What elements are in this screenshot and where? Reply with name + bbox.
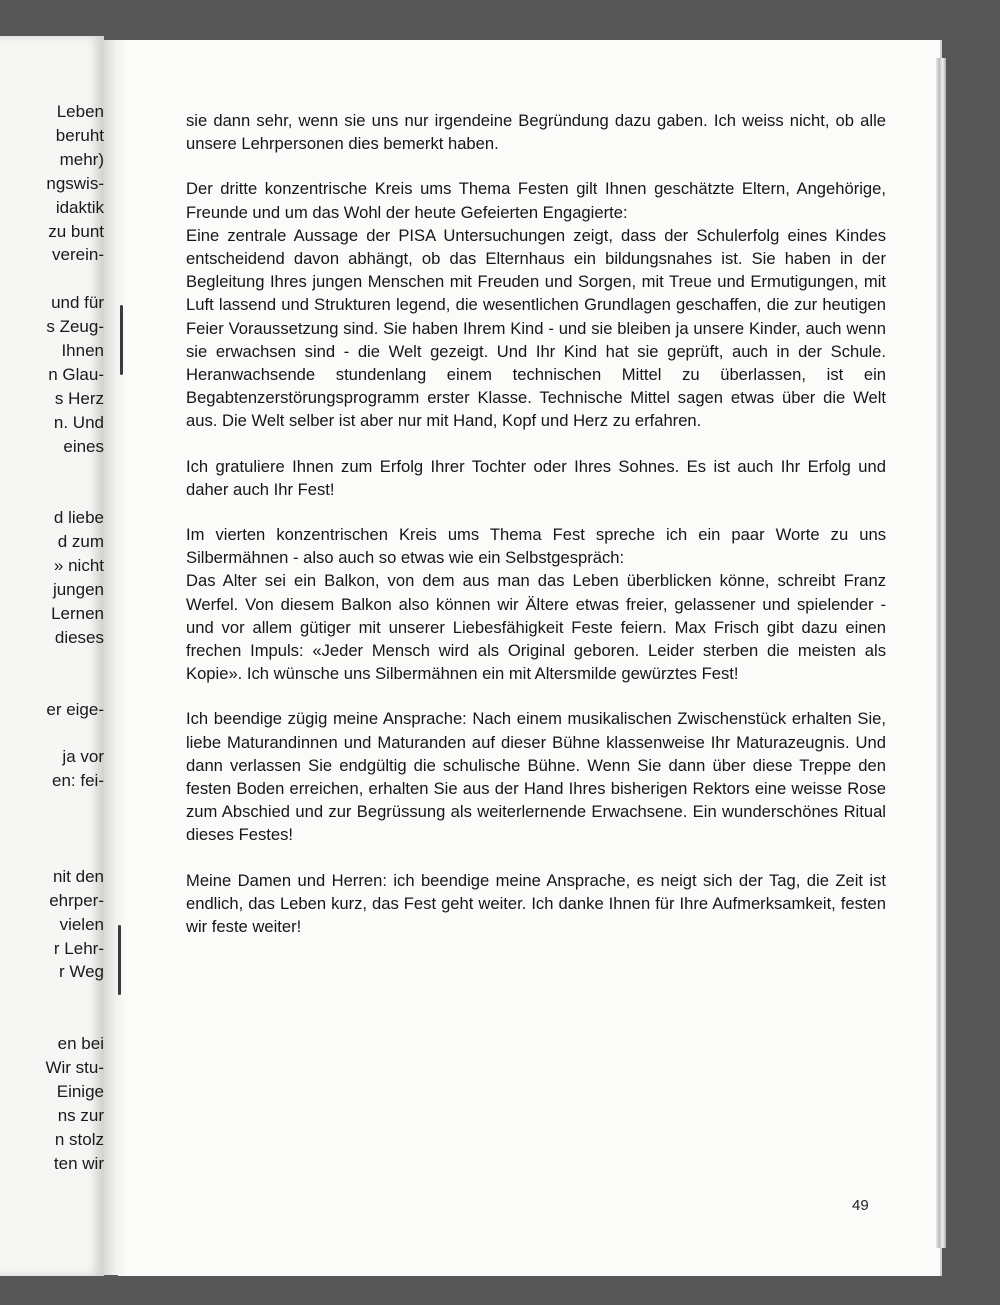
paragraph-5: Ich beendige zügig meine Ansprache: Nach einem musikalischen Zwischenstück erhalten Sie, liebe Maturandinnen und Maturanden auf dieser Bühne klassenweise Ihr Maturazeugnis. Und dann verlassen Sie endgültig die schulische Bühne. Wenn Sie dann über diese Treppe den festen Boden erreichen, erhalten Sie aus der Hand Ihres bisherigen Rektors eine weisse Rose zum Abschied und zur Begrüssung als weiterlernende Erwachsene. Ein wunderschönes Ritual dieses Festes! <box>186 709 886 845</box>
paragraph-6: Meine Damen und Herren: ich beendige meine Ansprache, es neigt sich der Tag, die Zeit ist endlich, das Leben kurz, das Fest geht weiter. Ich danke Ihnen für Ihre Aufmerksamkeit, festen wir feste weiter! <box>186 870 886 937</box>
left-page-line <box>9 1081 104 1102</box>
left-page-line-text: mehr) <box>59 149 104 169</box>
staple-top <box>120 305 123 375</box>
left-page-line <box>3 293 104 313</box>
paragraph-4: Im vierten konzentrischen Kreis ums Thema Fest spreche ich ein paar Worte zu uns Silbermähnen - also auch so etwas wie ein Selbstgespräch: Das Alter sei ein Balkon, von dem aus man das Leben überblicken könne, schreibt Franz Werfel. Von diesem Balkon also können wir Ältere etwas freier, gelassener und spielender - und vor allem gütiger mit unserer Liebesfähigkeit Feste feiern. Max Frisch gibt dazu einen frechen Impuls: «Jeder Mensch wird als Original geboren. Leider sterben die meisten als Kopie». Ich wünsche uns Silbermähnen ein mit Altersmilde gewürztes Fest! <box>186 525 886 684</box>
left-page-line-text: Lernen <box>51 603 104 623</box>
left-page-line-text: en bei <box>57 1034 104 1054</box>
left-page-line <box>10 1034 104 1054</box>
left-page-line <box>8 197 104 218</box>
left-page-line <box>4 771 104 791</box>
left-page-line <box>8 125 104 146</box>
left-page-line <box>14 747 104 767</box>
left-page-line <box>6 508 104 528</box>
left-page-line-text: ehrper- <box>49 890 104 910</box>
left-page-line-text: s Zeug- <box>46 317 104 337</box>
left-page-line-text: Ihnen <box>61 341 104 360</box>
left-page <box>0 36 104 1276</box>
left-page-line-text: ns zur <box>57 1105 104 1125</box>
left-page-line-text: verein- <box>52 245 104 265</box>
left-page-line <box>12 149 104 170</box>
left-page-line-text: r Weg <box>58 962 104 982</box>
left-page-line-text: eines <box>63 436 104 456</box>
left-page-line-text: Leben <box>56 102 104 121</box>
left-page-line-text: ten wir <box>53 1153 104 1173</box>
left-page-line-text: en: fei- <box>52 771 104 791</box>
left-page-line-text: zu bunt <box>48 221 104 241</box>
left-page-line <box>15 436 104 457</box>
left-page-line <box>3 603 104 624</box>
left-page-line <box>0 317 104 337</box>
left-page-line-text: ngswis- <box>46 173 104 193</box>
left-page-line-text: er eige- <box>46 699 104 719</box>
left-page-line <box>0 364 104 385</box>
paragraph-3: Ich gratuliere Ihnen zum Erfolg Ihrer Tochter oder Ihres Sohnes. Es ist auch Ihr Erfolg und daher auch Ihr Fest! <box>186 456 886 499</box>
left-page-line <box>5 866 104 887</box>
left-page-line-text: d zum <box>57 532 104 552</box>
left-page-line <box>0 221 104 242</box>
paragraph-1: sie dann sehr, wenn sie uns nur irgendeine Begründung dazu gaben. Ich weiss nicht, ob alle unsere Lehrpersonen dies bemerkt haben. <box>186 111 886 154</box>
left-page-line <box>4 245 104 265</box>
left-page-line-text: und für <box>51 293 104 313</box>
left-page-line <box>0 699 104 720</box>
left-page-line <box>13 341 104 361</box>
left-page-line <box>9 102 104 122</box>
staple-bottom <box>118 925 121 995</box>
left-page-line <box>10 1105 104 1126</box>
left-page-line <box>0 1058 104 1078</box>
left-page-line <box>6 412 104 433</box>
left-page-line-text: ja vor <box>62 747 104 767</box>
left-page-line-text: d liebe <box>53 508 104 528</box>
left-page-line <box>6 1153 104 1174</box>
left-page-line <box>11 962 104 982</box>
left-page-line-text: s Herz <box>54 388 104 408</box>
left-page-line-text: Wir stu- <box>45 1058 104 1077</box>
page-edge <box>936 58 946 1248</box>
left-page-line-text: n stolz <box>54 1129 104 1149</box>
left-page-line-text: vielen <box>59 914 104 934</box>
left-page-line <box>6 556 104 576</box>
book-gutter <box>104 40 126 1275</box>
left-page-line <box>12 914 104 935</box>
left-page-line-text: Einige <box>56 1081 104 1101</box>
left-page-line-text: idaktik <box>55 197 104 217</box>
left-page-line-text: nit den <box>52 866 104 886</box>
left-page-line-text: jungen <box>52 580 104 599</box>
page-number: 49 <box>852 1197 869 1214</box>
left-page-line <box>7 1129 104 1150</box>
left-page-line <box>0 173 104 194</box>
paragraph-2: Der dritte konzentrische Kreis ums Thema Festen gilt Ihnen geschätzte Eltern, Angehörige, Freunde und um das Wohl der heute Gefeierten Engagierte: Eine zentrale Aussage der PISA Untersuchungen zeigt, dass der Schulerfolg eines Kindes entscheidend davon abhängt, ob das Elternhaus ein bildungsnahes ist. Sie haben in der Begleitung Ihres jungen Menschen mit Freuden und Sorgen, mit Treue und Ermutigungen, mit Luft lassend und Strukturen legend, die wesentlichen Grundlagen geschaffen, die zur heutigen Feier Voraussetzung sind. Sie haben Ihrem Kind - und sie bleiben ja unsere Kinder, auch wenn sie erwachsen sind - die Welt gezeigt. Und Ihr Kind hat sie geprüft, auch in der Schule. Heranwachsende stundenlang einem technischen Mittel zu überlassen, ist ein Begabtenzerstörungsprogramm erster Klasse. Technische Mittel sagen etwas über die Welt aus. Die Welt selber ist aber nur mit Hand, Kopf und Herz zu erfahren. <box>186 179 886 431</box>
left-page-line-text: n. Und <box>53 412 104 432</box>
left-page-line-text: » nicht <box>53 556 104 576</box>
left-page-line-text: beruht <box>55 125 104 145</box>
left-page-line <box>7 627 104 648</box>
left-page-line <box>6 938 104 959</box>
left-page-line-text: n Glau- <box>48 364 104 384</box>
left-page-line <box>7 388 104 409</box>
left-page-line-text: r Lehr- <box>53 938 104 958</box>
left-page-line <box>1 890 104 911</box>
body-text <box>186 109 886 960</box>
left-page-line-text: dieses <box>54 627 104 647</box>
left-page-line <box>10 532 104 552</box>
left-page-line <box>5 580 104 600</box>
